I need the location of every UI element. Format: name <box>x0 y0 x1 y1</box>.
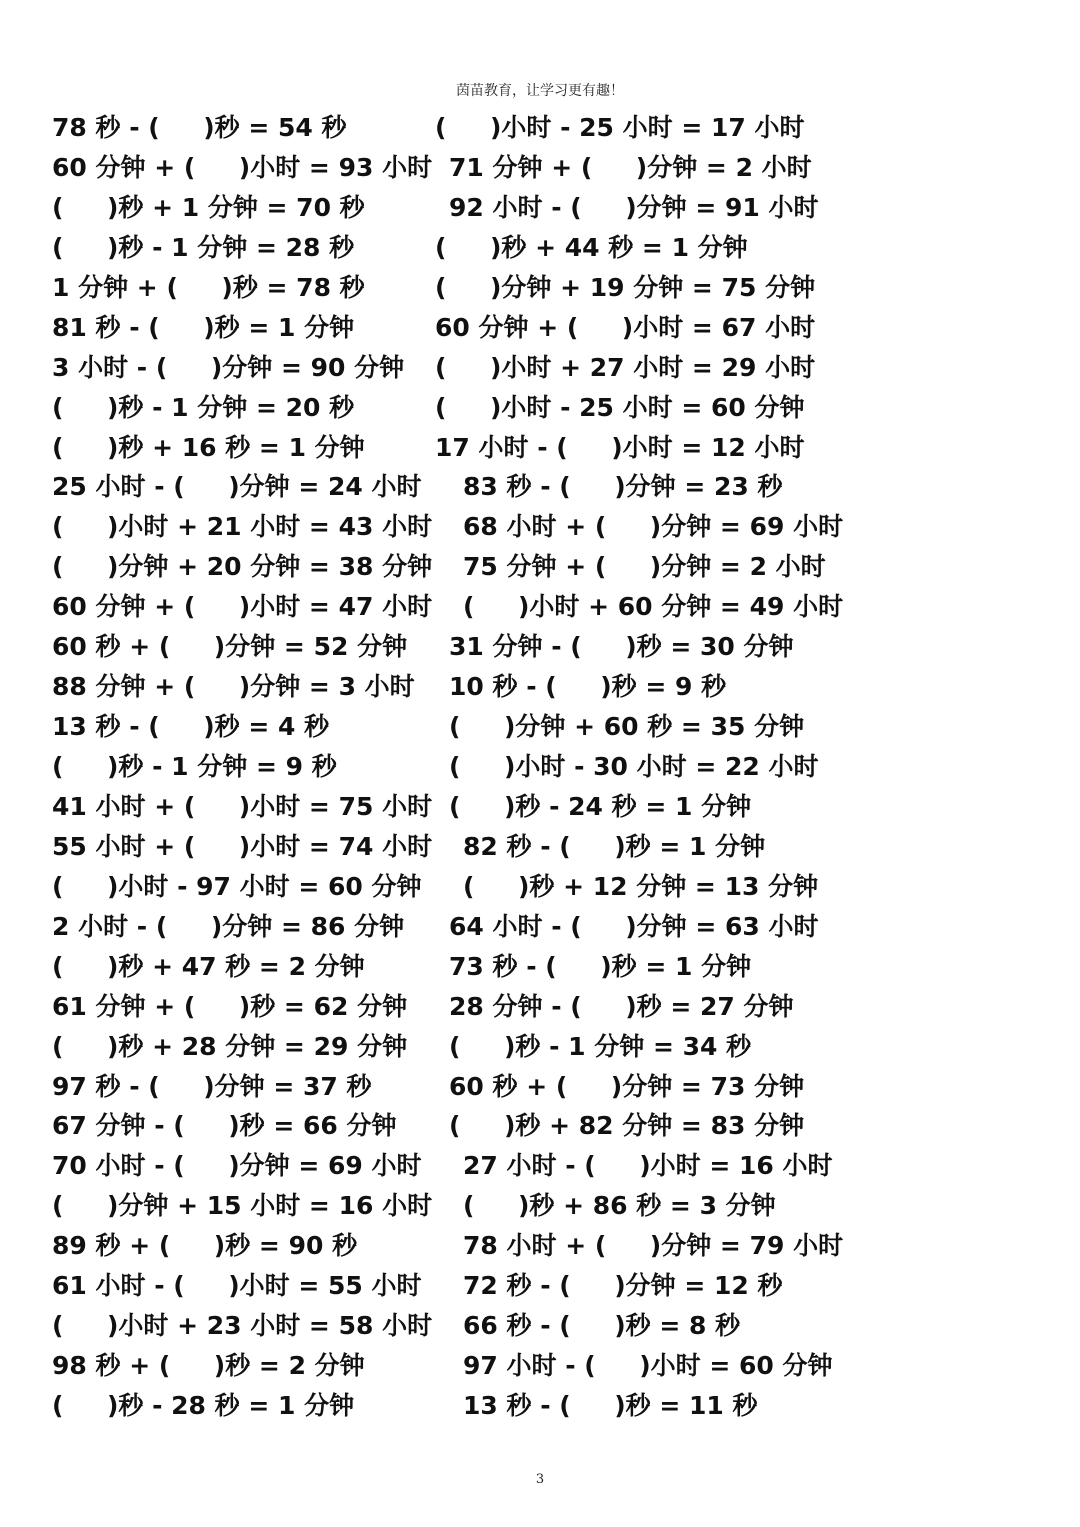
exercise-left: ( )分钟 + 15 小时 = 16 小时 <box>52 1191 433 1221</box>
exercise-row <box>52 1306 1032 1346</box>
exercise-right: 60 分钟 + ( )小时 = 67 小时 <box>435 312 816 342</box>
page-header: 茵苗教育，让学习更有趣！ <box>456 83 624 99</box>
exercise-right: 92 小时 - ( )分钟 = 91 小时 <box>449 192 819 222</box>
exercise-left: 98 秒 + ( )秒 = 2 分钟 <box>52 1351 365 1381</box>
exercise-row <box>52 428 1032 468</box>
exercise-left: 2 小时 - ( )分钟 = 86 分钟 <box>52 911 405 941</box>
exercise-right: 73 秒 - ( )秒 = 1 分钟 <box>449 951 752 981</box>
exercise-right: 27 小时 - ( )小时 = 16 小时 <box>463 1151 833 1181</box>
exercise-row <box>52 1146 1032 1186</box>
exercise-right: 82 秒 - ( )秒 = 1 分钟 <box>463 831 766 861</box>
exercise-row <box>52 827 1032 867</box>
exercise-left: 3 小时 - ( )分钟 = 90 分钟 <box>52 352 405 382</box>
exercise-left: 1 分钟 + ( )秒 = 78 秒 <box>52 272 365 302</box>
exercise-right: 28 分钟 - ( )秒 = 27 分钟 <box>449 991 794 1021</box>
exercise-left: 67 分钟 - ( )秒 = 66 分钟 <box>52 1111 397 1141</box>
exercise-right: ( )小时 - 30 小时 = 22 小时 <box>449 752 819 781</box>
exercise-left: 88 分钟 + ( )分钟 = 3 小时 <box>52 672 415 702</box>
exercise-row <box>52 188 1032 228</box>
exercise-row <box>52 987 1032 1027</box>
exercise-row <box>52 1067 1032 1107</box>
exercise-row <box>52 907 1032 947</box>
exercise-left: 61 分钟 + ( )秒 = 62 分钟 <box>52 991 408 1021</box>
exercise-left: ( )秒 - 28 秒 = 1 分钟 <box>52 1391 355 1420</box>
exercise-row <box>52 388 1032 428</box>
exercise-right: ( )小时 - 25 小时 = 17 小时 <box>435 113 805 142</box>
exercise-right: 60 秒 + ( )分钟 = 73 分钟 <box>449 1071 805 1101</box>
exercise-left: ( )秒 + 28 分钟 = 29 分钟 <box>52 1031 408 1061</box>
exercise-row <box>52 228 1032 268</box>
exercise-row <box>52 108 1032 148</box>
exercise-left: 60 分钟 + ( )小时 = 47 小时 <box>52 592 433 622</box>
exercise-row <box>52 867 1032 907</box>
exercise-right: 78 小时 + ( )分钟 = 79 小时 <box>463 1231 844 1261</box>
exercise-row <box>52 1186 1032 1226</box>
exercise-left: 81 秒 - ( )秒 = 1 分钟 <box>52 312 355 342</box>
exercise-row <box>52 707 1032 747</box>
exercise-row <box>52 587 1032 627</box>
exercise-left: ( )秒 - 1 分钟 = 9 秒 <box>52 752 337 781</box>
exercise-right: ( )秒 + 82 分钟 = 83 分钟 <box>449 1111 805 1141</box>
exercise-right: ( )秒 - 24 秒 = 1 分钟 <box>449 791 752 821</box>
exercise-right: ( )小时 + 60 分钟 = 49 小时 <box>463 592 844 622</box>
exercise-right: ( )秒 + 12 分钟 = 13 分钟 <box>463 871 819 901</box>
exercise-right: ( )分钟 + 19 分钟 = 75 分钟 <box>435 272 816 302</box>
exercise-right: ( )小时 + 27 小时 = 29 小时 <box>435 352 816 382</box>
exercise-row <box>52 507 1032 547</box>
exercise-right: ( )小时 - 25 小时 = 60 分钟 <box>435 392 805 422</box>
exercise-row <box>52 148 1032 188</box>
exercise-left: ( )小时 - 97 小时 = 60 分钟 <box>52 871 422 901</box>
exercise-row <box>52 747 1032 787</box>
exercise-row <box>52 667 1032 707</box>
exercise-left: 60 秒 + ( )分钟 = 52 分钟 <box>52 632 408 662</box>
exercise-right: ( )秒 + 44 秒 = 1 分钟 <box>435 232 748 262</box>
exercise-left: ( )秒 + 16 秒 = 1 分钟 <box>52 432 365 462</box>
page-number: 3 <box>535 1472 545 1487</box>
exercise-row <box>52 467 1032 507</box>
exercise-right: 71 分钟 + ( )分钟 = 2 小时 <box>449 152 812 182</box>
exercise-left: 41 小时 + ( )小时 = 75 小时 <box>52 791 433 821</box>
exercise-right: 75 分钟 + ( )分钟 = 2 小时 <box>463 552 826 582</box>
exercise-row <box>52 1226 1032 1266</box>
exercise-right: 66 秒 - ( )秒 = 8 秒 <box>463 1311 741 1341</box>
exercise-left: 70 小时 - ( )分钟 = 69 小时 <box>52 1151 422 1181</box>
exercise-right: ( )秒 - 1 分钟 = 34 秒 <box>449 1031 752 1061</box>
exercise-right: 10 秒 - ( )秒 = 9 秒 <box>449 672 727 702</box>
exercise-right: 72 秒 - ( )分钟 = 12 秒 <box>463 1271 783 1301</box>
exercise-right: 64 小时 - ( )分钟 = 63 小时 <box>449 911 819 941</box>
exercise-left: 97 秒 - ( )分钟 = 37 秒 <box>52 1071 372 1101</box>
exercise-row <box>52 1027 1032 1067</box>
exercise-left: ( )秒 + 47 秒 = 2 分钟 <box>52 951 365 981</box>
exercise-row <box>52 268 1032 308</box>
exercise-left: ( )秒 + 1 分钟 = 70 秒 <box>52 192 365 222</box>
exercise-right: 13 秒 - ( )秒 = 11 秒 <box>463 1391 758 1420</box>
exercise-right: 83 秒 - ( )分钟 = 23 秒 <box>463 472 783 502</box>
exercise-right: 97 小时 - ( )小时 = 60 分钟 <box>463 1351 833 1381</box>
exercise-right: ( )分钟 + 60 秒 = 35 分钟 <box>449 712 805 742</box>
exercise-right: 31 分钟 - ( )秒 = 30 分钟 <box>449 632 794 662</box>
exercise-row <box>52 947 1032 987</box>
exercise-row <box>52 308 1032 348</box>
exercise-left: ( )秒 - 1 分钟 = 28 秒 <box>52 232 355 262</box>
exercise-left: 55 小时 + ( )小时 = 74 小时 <box>52 831 433 861</box>
exercise-list <box>52 108 1032 1426</box>
exercise-right: 68 小时 + ( )分钟 = 69 小时 <box>463 512 844 542</box>
exercise-left: ( )秒 - 1 分钟 = 20 秒 <box>52 392 355 422</box>
exercise-row <box>52 1106 1032 1146</box>
exercise-left: 89 秒 + ( )秒 = 90 秒 <box>52 1231 358 1261</box>
exercise-row <box>52 547 1032 587</box>
exercise-row <box>52 348 1032 388</box>
exercise-left: 60 分钟 + ( )小时 = 93 小时 <box>52 152 433 182</box>
exercise-right: 17 小时 - ( )小时 = 12 小时 <box>435 432 805 462</box>
exercise-row <box>52 787 1032 827</box>
exercise-left: ( )小时 + 21 小时 = 43 小时 <box>52 512 433 542</box>
exercise-row <box>52 1266 1032 1306</box>
exercise-left: 78 秒 - ( )秒 = 54 秒 <box>52 113 347 142</box>
exercise-row <box>52 1346 1032 1386</box>
exercise-left: 13 秒 - ( )秒 = 4 秒 <box>52 712 330 742</box>
exercise-left: ( )小时 + 23 小时 = 58 小时 <box>52 1311 433 1341</box>
exercise-left: 61 小时 - ( )小时 = 55 小时 <box>52 1271 422 1301</box>
exercise-right: ( )秒 + 86 秒 = 3 分钟 <box>463 1191 776 1221</box>
exercise-row <box>52 1386 1032 1426</box>
exercise-left: 25 小时 - ( )分钟 = 24 小时 <box>52 472 422 502</box>
exercise-left: ( )分钟 + 20 分钟 = 38 分钟 <box>52 552 433 582</box>
exercise-row <box>52 627 1032 667</box>
